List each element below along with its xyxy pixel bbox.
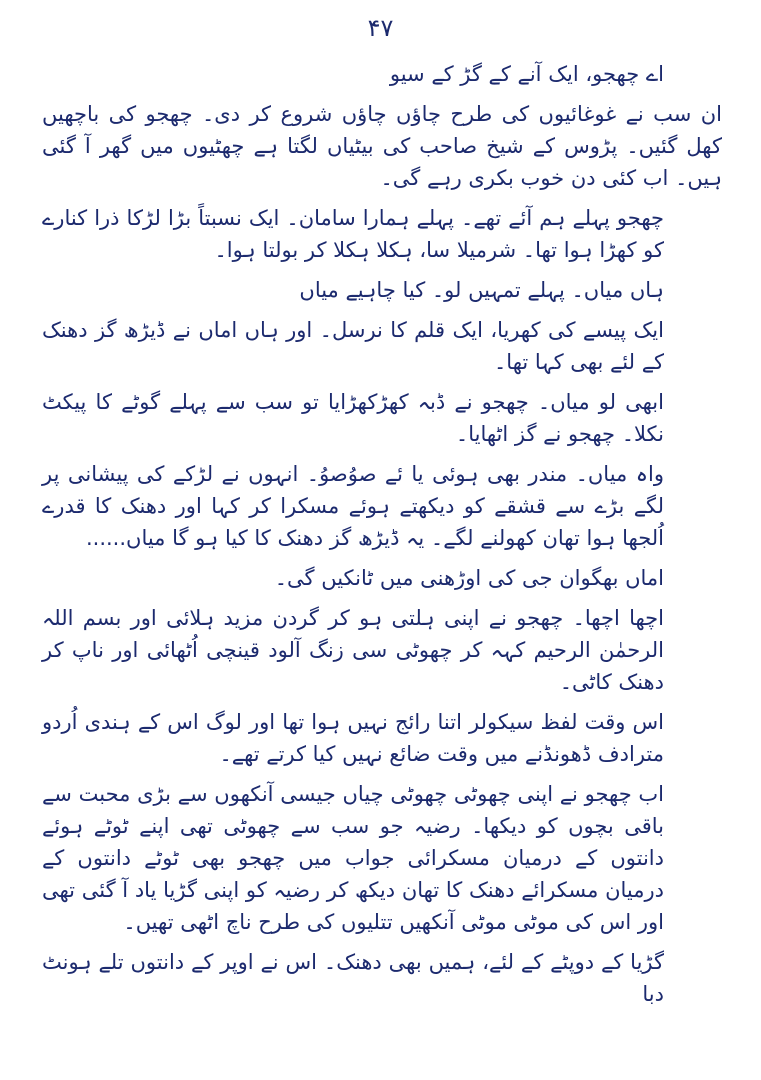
paragraph-11: اب چھجو نے اپنی چھوٹی چھوٹی چیاں جیسی آنکھوں سے بڑی محبت سے باقی بچوں کو دیکھا۔ رضیہ جو سب سے چھوٹی تھی اپنے ٹوٹے ہوئے دانتوں کے درمیان مسکرائی جواب میں چھجو بھی ٹوٹے دانتوں کے درمیان مسکرائے دھنک کا تھان دیکھ کر رضیہ کو اپنی گڑیا یاد آ گئی تھی اور اس کی موٹی موٹی آنکھیں تتلیوں کی طرح ناچ اٹھی تھیں۔: [42, 782, 664, 934]
paragraph-3: چھجو پہلے ہم آئے تھے۔ پہلے ہمارا سامان۔ ایک نسبتاً بڑا لڑکا ذرا کنارے کو کھڑا ہوا تھا۔ شرمیلا سا، ہکلا ہکلا کر بولتا ہوا۔: [42, 206, 664, 262]
page-number: ۴۷: [367, 14, 394, 42]
paragraph-6: ابھی لو میاں۔ چھجو نے ڈبہ کھڑکھڑایا تو سب سے پہلے گوٹے کا پیکٹ نکلا۔ چھجو نے گز اٹھایا۔: [42, 390, 664, 446]
paragraph-2: ان سب نے غوغائیوں کی طرح چاؤں چاؤں شروع کر دی۔ چھجو کی باچھیں کھل گئیں۔ پڑوس کے شیخ صاحب کی بیٹیاں لگتا ہے چھٹیوں میں گھر آ گئی ہیں۔ اب کئی دن خوب بکری رہے گی۔: [42, 102, 722, 190]
paragraph-12: گڑیا کے دوپٹے کے لئے، ہمیں بھی دھنک۔ اس نے اوپر کے دانتوں تلے ہونٹ دبا: [42, 950, 664, 1006]
paragraph-10: اس وقت لفظ سیکولر اتنا رائج نہیں ہوا تھا اور لوگ اس کے ہندی اُردو مترادف ڈھونڈنے میں وقت ضائع نہیں کیا کرتے تھے۔: [42, 710, 664, 766]
paragraph-5: ایک پیسے کی کھریا، ایک قلم کا نرسل۔ اور ہاں اماں نے ڈیڑھ گز دھنک کے لئے بھی کہا تھا۔: [42, 318, 664, 374]
paragraph-4: ہاں میاں۔ پہلے تمہیں لو۔ کیا چاہیے میاں: [299, 278, 664, 302]
paragraph-7: واہ میاں۔ مندر بھی ہوئی یا ئے صوُصوُ۔ انہوں نے لڑکے کی پیشانی پر لگے بڑے سے قشقے کو دیکھتے ہوئے مسکرا کر کہا اور دھنک کا قدرے اُلجھا ہوا تھان کھولنے لگے۔ یہ ڈیڑھ گز دھنک کا کیا ہو گا میاں......: [42, 462, 664, 550]
body-text: [42, 58, 722, 1018]
paragraph-8: اماں بھگوان جی کی اوڑھنی میں ٹانکیں گی۔: [274, 566, 664, 590]
paragraph-9: اچھا اچھا۔ چھجو نے اپنی ہلتی ہو کر گردن مزید ہلائی اور بسم اللہ الرحمٰن الرحیم کہہ کر چھوٹی سی زنگ آلود قینچی اُٹھائی اور ناپ کر دھنک کاٹی۔: [42, 606, 664, 694]
paragraph-1: اے چھجو، ایک آنے کے گڑ کے سیو: [389, 62, 664, 86]
